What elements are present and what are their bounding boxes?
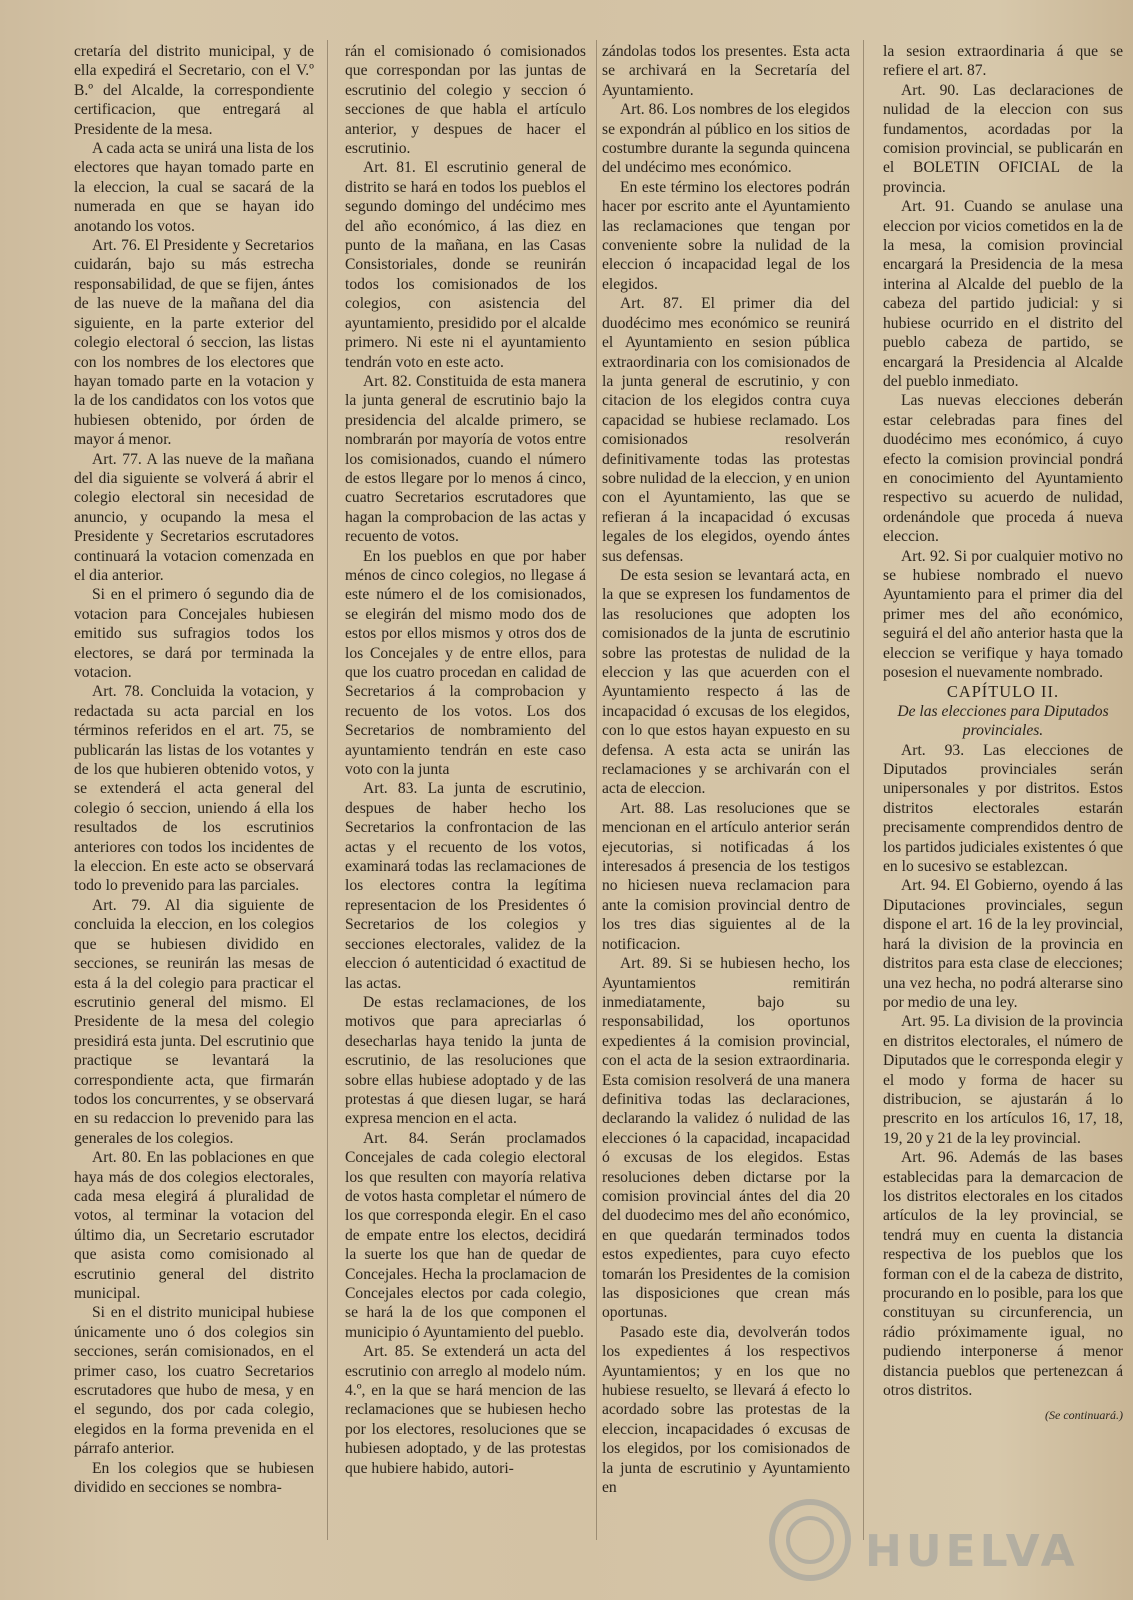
column-rule [327,40,328,1540]
article-paragraph: Art. 92. Si por cualquier motivo no se hubiese nombrado el nuevo Ayuntamiento para el primer dia del primer mes del año económico, seguirá el del año anterior hasta que la eleccion se verifique y haya tomado posesion el nuevamente nombrado. [883,547,1123,681]
article-paragraph: cretaría del distrito municipal, y de ella expedirá el Secretario, con el V.º B.º del Alcalde, la correspondiente certificacion, que entregará al Presidente de la mesa. [74,43,314,138]
article-paragraph: Art. 77. A las nueve de la mañana del dia siguiente se volverá á abrir el colegio electoral sin necesidad de anuncio, y ocupando la mesa el Presidente y Secretarios escrutadores continuará la votacion comenzada en el dia anterior. [74,450,314,584]
text-column-1 [74,42,314,1580]
chapter-subtitle: De las elecciones para Diputados provinciales. [897,702,1109,740]
text-column-4 [883,42,1123,1580]
article-paragraph: Art. 81. El escrutinio general de distrito se hará en todos los pueblos el segundo domingo del undécimo mes del año económico, á las diez en punto de la mañana, en las Casas Consistoriales, donde se reunirán todos los comisionados de los colegios, con asistencia del ayuntamiento, presidido por el alcalde primero. Ni este ni el ayuntamiento tendrán voto en este acto. [345,159,586,371]
article-paragraph: Art. 89. Si se hubiesen hecho, los Ayuntamientos remitirán inmediatamente, bajo su responsabilidad, los oportunos expedientes á la comision provincial, con el acta de la sesion extraordinaria. Esta comision resolverá de una manera definitiva todas las declaraciones, declarando la validez ó nulidad de las elecciones ó la capacidad, incapacidad ó excusas de los elegidos. Estas resoluciones deben dictarse por la comision provincial ántes del dia 20 del duodecimo mes del año económico, en que quedarán terminados todos estos expedientes, para cuyo efecto tomarán los Presidentes de la comision las disposiciones que crean más oportunas. [602,955,850,1322]
article-paragraph: Art. 96. Además de las bases establecidas para la demarcacion de los distritos electorales en los citados artículos de la ley provincial, se tendrá muy en cuenta la distancia respectiva de los pueblos que los forman con el de la cabeza de distrito, procurando en lo posible, para los que constituyan su circunferencia, un rádio próximamente igual, no pudiendo interponerse á menor distancia pueblos que pertenezcan á otros distritos. [883,1149,1123,1400]
article-paragraph: Art. 85. Se extenderá un acta del escrutinio con arreglo al modelo núm. 4.º, en la que se hará mencion de las reclamaciones que se hubiesen hecho por los electores, resoluciones que se hubiesen adoptado, y de las protestas que hubiere habido, autori- [345,1343,586,1477]
article-paragraph: De esta sesion se levantará acta, en la que se expresen los fundamentos de las resoluciones que adopten los comisionados de la junta de escrutinio sobre las protestas de nulidad de la eleccion y las que acuerden con el Ayuntamiento respecto á las de incapacidad ó excusas de los elegidos, con lo que estos hayan expuesto en su defensa. A esta acta se unirán las reclamaciones y se archivarán con el acta de eleccion. [602,566,850,798]
article-paragraph: zándolas todos los presentes. Esta acta se archivará en la Secretaría del Ayuntamiento. [602,43,850,99]
article-paragraph: A cada acta se unirá una lista de los electores que hayan tomado parte en la eleccion, la cual se sacará de la numerada en que se hayan ido anotando los votos. [74,140,314,235]
article-paragraph: Art. 93. Las elecciones de Diputados provinciales serán unipersonales y por distritos. Estos distritos electorales estarán precisamente comprendidos dentro de los partidos judiciales existentes ó que en lo sucesivo se establezcan. [883,741,1123,876]
article-paragraph: Art. 94. El Gobierno, oyendo á las Diputaciones provinciales, segun dispone el art. 16 de la ley provincial, hará la division de la provincia en distritos para esta clase de elecciones; una vez hecha, no podrá alterarse sino por medio de una ley. [883,877,1123,1011]
article-paragraph: Art. 84. Serán proclamados Concejales de cada colegio electoral los que resulten con mayoría relativa de votos hasta completar el número de los que corresponda elegir. En el caso de empate entre los electos, decidirá la suerte los que han de quedar de Concejales. Hecha la proclamacion de Concejales electos por cada colegio, se hará la de los que componen el municipio ó Ayuntamiento del pueblo. [345,1129,586,1341]
column-rule [863,40,864,1540]
article-paragraph: Art. 76. El Presidente y Secretarios cuidarán, bajo su más estrecha responsabilidad, de que se fijen, ántes de las nueve de la mañana del dia siguiente, en la parte exterior del colegio electoral ó seccion, las listas con los nombres de los electores que hayan tomado parte en la votacion y la de los candidatos con los votos que hubiesen obtenido, por órden de mayor á menor. [74,237,314,449]
watermark-text: HUELVA [865,1526,1079,1577]
column-rule [596,40,597,1540]
article-paragraph: De estas reclamaciones, de los motivos que para apreciarlas ó desecharlas haya tenido la junta de escrutinio, de las resoluciones que sobre ellas hubiese adoptado y de las protestas á que diesen lugar, se hará expresa mencion en el acta. [345,993,586,1128]
chapter-heading: CAPÍTULO II. [946,682,1060,702]
article-paragraph: Art. 80. En las poblaciones en que haya más de dos colegios electorales, cada mesa elegirá á pluralidad de votos, al terminar la votacion del último dia, un Secretario escrutador que asista como comisionado al escrutinio general del distrito municipal. [74,1149,314,1302]
article-paragraph: Art. 79. Al dia siguiente de concluida la eleccion, en los colegios que se hubiesen dividido en secciones, se reunirán las mesas de esta á la del colegio para practicar el escrutinio general del mismo. El Presidente de la mesa del colegio presidirá esta junta. Del escrutinio que practique se levantará la correspondiente acta, que firmarán todos los concurrentes, y se observará en su redaccion lo prevenido para las generales de los colegios. [74,896,314,1147]
article-paragraph: Si en el primero ó segundo dia de votacion para Concejales hubiesen emitido sus sufragios todos los electores, se dará por terminada la votacion. [74,586,314,681]
article-paragraph: Art. 91. Cuando se anulase una eleccion por vicios cometidos en la de la mesa, la comision provincial encargará la Presidencia de la mesa interina al Alcalde del pueblo de la cabeza del partido judicial: y si hubiese ocurrido en el distrito del pueblo cabeza de partido, se encargará la Presidencia al Alcalde del pueblo inmediato. [883,198,1123,390]
article-paragraph: la sesion extraordinaria á que se refiere el art. 87. [883,43,1123,80]
article-paragraph: Art. 86. Los nombres de los elegidos se expondrán al público en los sitios de costumbre durante la segunda quincena del undécimo mes económico. [602,101,850,177]
article-paragraph: Art. 90. Las declaraciones de nulidad de la eleccion con sus fundamentos, acordadas por la comision provincial, se publicarán en el BOLETIN OFICIAL de la provincia. [883,81,1123,196]
text-column-3 [602,42,850,1580]
article-paragraph: rán el comisionado ó comisionados que correspondan por las juntas de escrutinio del colegio y seccion ó secciones de que habla el artículo anterior, y despues de hacer el escrutinio. [345,43,586,158]
article-paragraph: Si en el distrito municipal hubiese únicamente uno ó dos colegios sin secciones, serán comisionados, en el primer caso, los cuatro Secretarios escrutadores que hubo de mesa, y en el segundo, dos por cada colegio, elegidos en la forma prevenida en el párrafo anterior. [74,1304,314,1458]
text-column-2 [345,42,586,1580]
article-paragraph: En los colegios que se hubiesen dividido en secciones se nombra- [74,1459,314,1497]
article-paragraph: En los pueblos en que por haber ménos de cinco colegios, no llegase á este número el de los comisionados, se elegirán del mismo modo dos de estos por ellos mismos y otros dos de los Concejales y de entre ellos, para que los cuatro procedan en calidad de Secretarios á la comprobacion y recuento de los votos. Los dos Secretarios de nombramiento del ayuntamiento tendrán en este caso voto con la junta [345,547,586,779]
article-paragraph: Art. 95. La division de la provincia en distritos electorales, el número de Diputados que le corresponda elegir y el modo y forma de hacer su distribucion, se ajustarán á lo prescrito en los artículos 16, 17, 18, 19, 20 y 21 de la ley provincial. [883,1013,1123,1147]
article-paragraph: Art. 78. Concluida la votacion, y redactada su acta parcial en los términos referidos en el art. 75, se publicarán las listas de los votantes y de los que hubieren obtenido votos, y se extenderá el acta general del colegio ó seccion, uniendo á ella los resultados de los escrutinios anteriores con todos los incidentes de la eleccion. En este acto se observará todo lo prevenido para las parciales. [74,683,314,895]
article-paragraph: Art. 83. La junta de escrutinio, despues de haber hecho los Secretarios la confrontacion de las actas y el recuento de los votos, examinará todas las reclamaciones de los electores contra la legítima representacion de los Presidentes ó Secretarios de los colegios y secciones electorales, validez de la eleccion ó autenticidad ó exactitud de las actas. [345,780,586,992]
article-paragraph: Art. 87. El primer dia del duodécimo mes económico se reunirá el Ayuntamiento en sesion pública extraordinaria con los comisionados de la junta general de escrutinio, y con citacion de los elegidos contra cuya capacidad se hubiese reclamado. Los comisionados resolverán definitivamente todas las protestas sobre nulidad de la eleccion, y en union con el Ayuntamiento, las que se refieran á la incapacidad ó excusas legales de los elegidos, oyendo ántes sus defensas. [602,295,850,565]
article-paragraph: Art. 82. Constituida de esta manera la junta general de escrutinio bajo la presidencia del alcalde primero, se nombrarán por mayoría de votos entre los comisionados, cuando el número de estos llegare por lo menos á cinco, cuatro Secretarios escrutadores que hagan la comprobacion de las actas y recuento de votos. [345,372,586,546]
article-paragraph: En este término los electores podrán hacer por escrito ante el Ayuntamiento las reclamaciones que tengan por conveniente sobre la nulidad de la eleccion ó incapacidad legal de los elegidos. [602,178,850,293]
continued-note: (Se continuará.) [1045,1408,1123,1423]
article-paragraph: Art. 88. Las resoluciones que se mencionan en el artículo anterior serán ejecutorias, si notificadas á los interesados á presencia de los testigos no hiciesen nueva reclamacion para ante la comision provincial dentro de los tres dias siguientes al de la notificacion. [602,799,850,953]
article-paragraph: Las nuevas elecciones deberán estar celebradas para fines del duodécimo mes económico, á cuyo efecto la comision provincial pondrá en conocimiento del Ayuntamiento respectivo su acuerdo de nulidad, ordenándole que proceda á nueva eleccion. [883,392,1123,546]
article-paragraph: Pasado este dia, devolverán todos los expedientes á los respectivos Ayuntamientos; y en los que no hubiese resuelto, se llevará á efecto lo acordado sobre las protestas de la eleccion, incapacidades ó excusas de los elegidos, por los comisionados de la junta de escrutinio y Ayuntamiento en [602,1323,850,1497]
